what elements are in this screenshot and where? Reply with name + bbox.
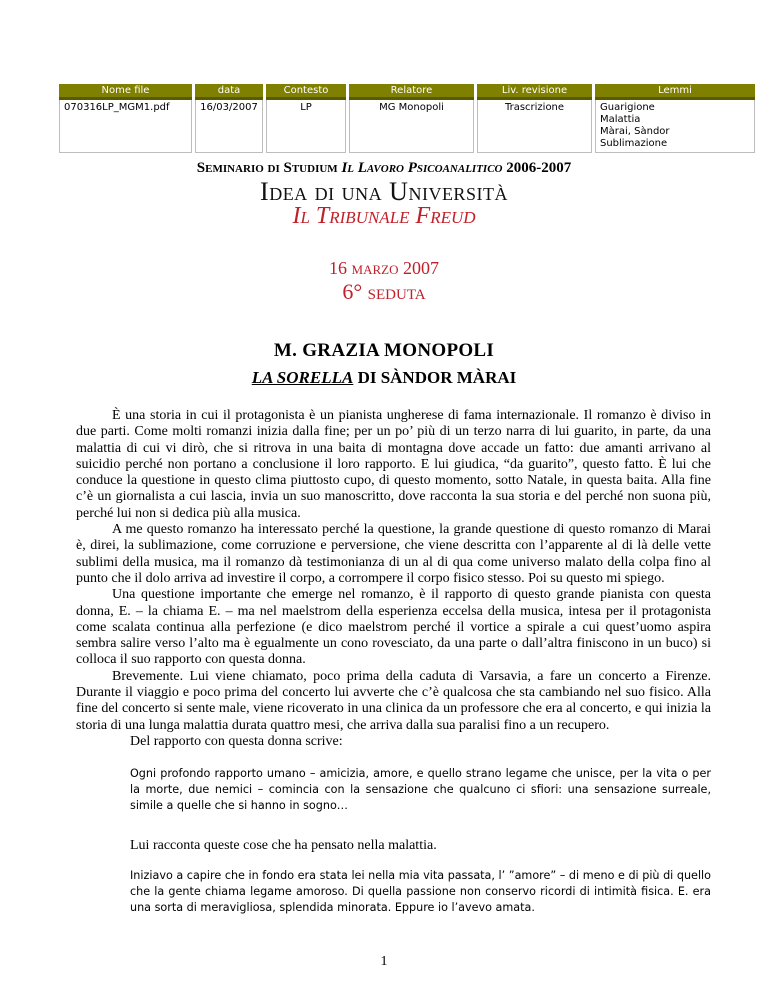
paragraph: A me questo romanzo ha interessato perché la questione, la grande questione di questo romanzo di Marai è, direi, la sublimazione, come corruzione e perversione, che viene descritta con l’apparente al di là delle vette sublimi della musica, ma il romanzo dà testimonianza di un al di qua come universo malato della colpa fino al punto che il dolo arriva ad investire il corpo, a corrompere il corpo fisico stesso. Poi su questo mi spiego. (76, 522, 711, 586)
header-revision: Liv. revisione (477, 84, 592, 100)
page-number: 1 (380, 954, 388, 969)
header-lemmi: Lemmi (595, 84, 755, 100)
document-metadata-table (56, 84, 758, 153)
header-date: data (195, 84, 263, 100)
book-title-main: LA SORELLA (251, 368, 354, 387)
session-date: 16 marzo 2007 (329, 258, 439, 278)
paragraph: È una storia in cui il protagonista è un pianista ungherese di fama internazionale. Il romanzo è diviso in due parti. Come molti romanzi inizia dalla fine; per un po’ più di un terzo narra di lui guarito, in parte, da una malattia di cui vi dirò, che si ritrova in una baita di montagna dove accade un fatto: due amanti arrivano al suicidio perché non portano a conclusione il loro rapporto. E lui giudica, “da guarito”, questo fatto. È lui che conduce la questione in questo clima piuttosto cupo, di questo momento, sotto Natale, in questa baita. Alla fine c’è un giornalista a cui lascia, invia un suo manoscritto, dove racconta la sua storia e del perché non suona più, perché lui non si dedica più alla musica. (76, 408, 711, 521)
book-title-author: DI SÀNDOR MÀRAI (353, 368, 517, 387)
body-text (76, 408, 711, 734)
seminario-series: Il Lavoro Psicoanalitico (341, 160, 503, 176)
seminario-heading (0, 160, 768, 177)
cell-date: 16/03/2007 (195, 100, 263, 153)
cell-speaker: MG Monopoli (349, 100, 474, 153)
quote-1: Ogni profondo rapporto umano – amicizia, amore, e quello strano legame che unisce, per la vita o per la morte, due nemici – comincia con la sensazione che qualcuno ci sfiori: una sensazione surreale, simile a quelle che si hanno in sogno… (130, 767, 711, 812)
cell-revision: Trascrizione (477, 100, 592, 153)
lemma-item: Guarigione (600, 102, 655, 113)
lemma-item: Màrai, Sàndor (600, 126, 670, 137)
session-number: 6° seduta (342, 279, 426, 304)
header-speaker: Relatore (349, 84, 474, 100)
book-title (0, 368, 768, 388)
author-name: M. GRAZIA MONOPOLI (273, 340, 495, 361)
quote-2: Iniziavo a capire che in fondo era stata lei nella mia vita passata, l’ ”amore” – di meno e di più di quello che la gente chiama legame amoroso. Di quella passione non conservo ricordi di intimità fisica. E. era una sorta di meravigliosa, splendida minorata. Eppure io l’avevo amata. (130, 869, 711, 914)
cell-lemmi (595, 100, 755, 153)
seminario-prefix: Seminario di Studium (196, 160, 342, 176)
title-idea: Idea di una Università (260, 177, 508, 206)
lead-in-2: Lui racconta queste cose che ha pensato nella malattia. (130, 838, 437, 853)
cell-file: 070316LP_MGM1.pdf (59, 100, 192, 153)
seminario-year: 2006-2007 (502, 160, 572, 176)
cell-context: LP (266, 100, 346, 153)
title-tribunale: Il Tribunale Freud (292, 203, 476, 229)
lemma-item: Sublimazione (600, 138, 668, 149)
lemma-item: Malattia (600, 114, 641, 125)
paragraph: Brevemente. Lui viene chiamato, poco prima della caduta di Varsavia, a fare un concerto a Firenze. Durante il viaggio e poco prima del concerto lui avverte che c’è qualcosa che sta cambiando nel suo fisico. Alla fine del concerto si sente male, viene ricoverato in una clinica da un professore che era al concerto, e qui inizia la storia di una lunga malattia durata quattro mesi, che arriva dalla sua paralisi fino a un recupero. (76, 668, 711, 733)
header-file: Nome file (59, 84, 192, 100)
header-context: Contesto (266, 84, 346, 100)
paragraph: Una questione importante che emerge nel romanzo, è il rapporto di questo grande pianista con questa donna, E. – la chiama E. – ma nel maelstrom della esperienza eccelsa della musica, intesa per il protagonista come scalata continua alla perfezione (e dico maelstrom perché il vortice a spirale a cui quest’uomo aspira sembra salire verso l’alto ma è egualmente un cono rovesciato, da una parte o dall’altra finiscono in un buco) si colloca il suo rapporto con questa donna. (76, 587, 711, 668)
lead-in-1: Del rapporto con questa donna scrive: (130, 734, 343, 749)
